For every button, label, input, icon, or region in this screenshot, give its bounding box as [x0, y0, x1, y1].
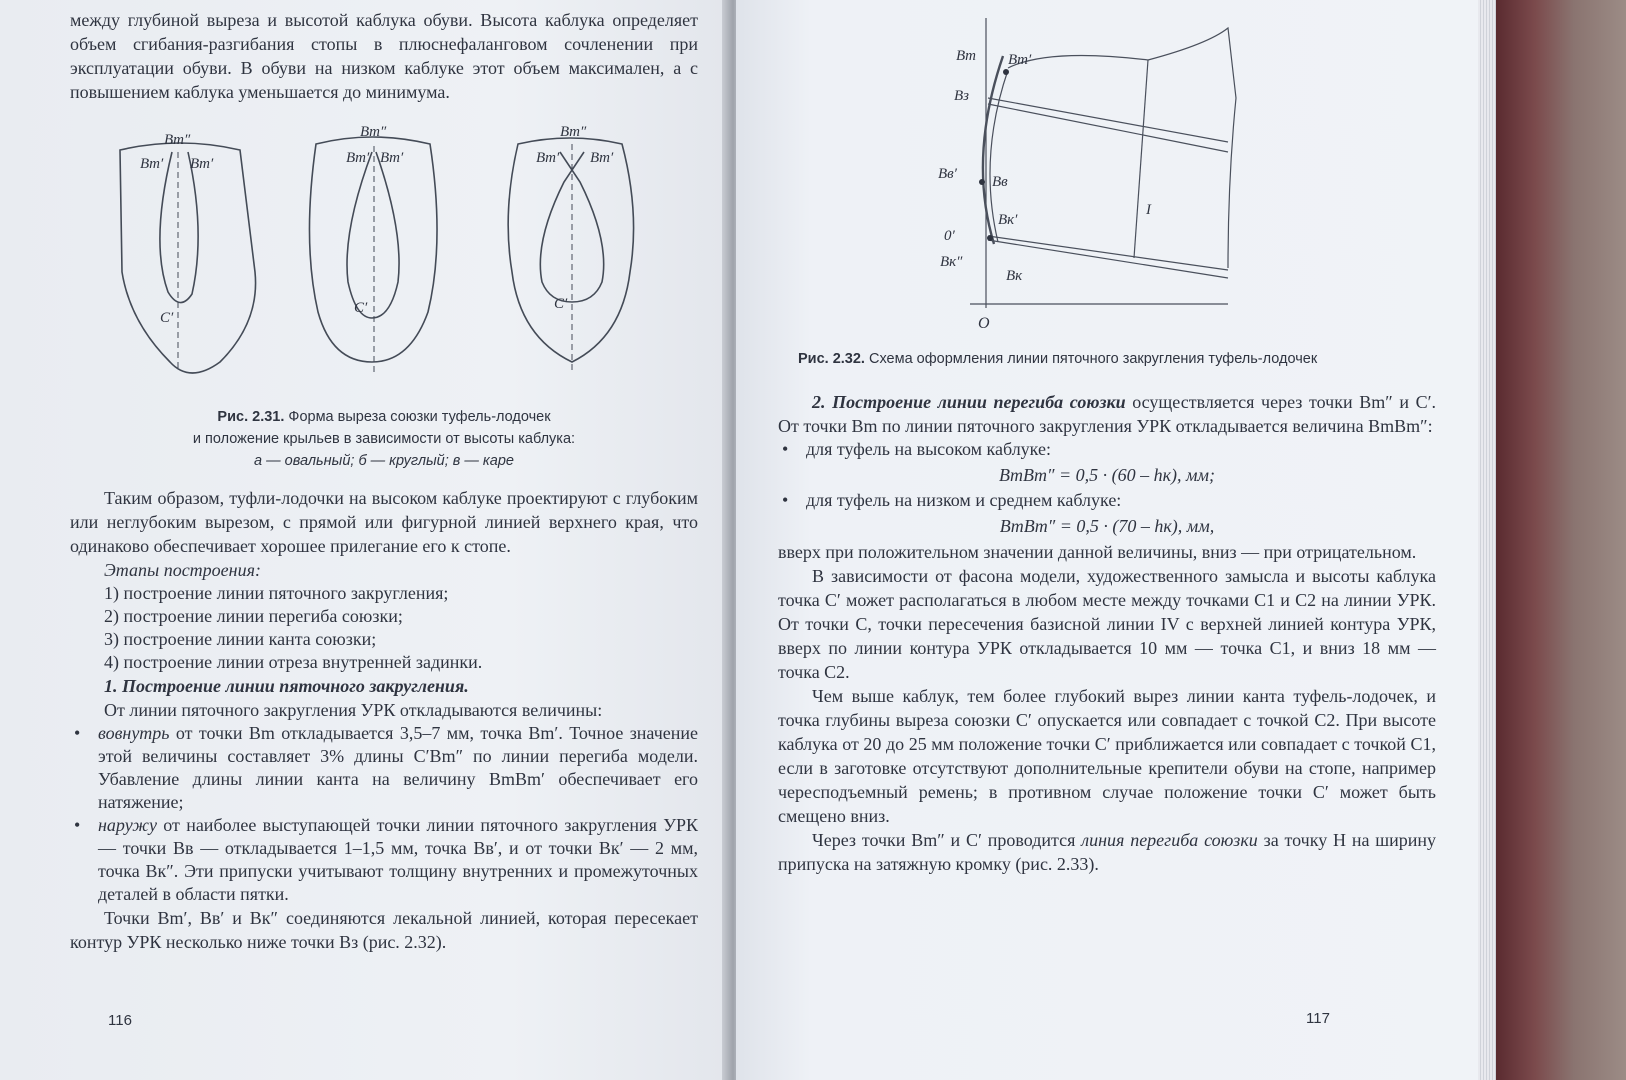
label-bk-prime: Bк′ — [998, 212, 1018, 228]
figure-2-31-caption — [70, 406, 698, 472]
section2-heading: 2. Построение линии перегиба союзки — [812, 392, 1126, 412]
fig-c-top-label: Bm″ — [560, 124, 587, 140]
final-paragraph-a: Через точки Bm″ и C′ проводится — [812, 830, 1076, 850]
after-formula-paragraph: вверх при положительном значении данной величины, вниз — при отрицательном. — [778, 542, 1417, 562]
bullet-outward-lead: наружу — [98, 815, 157, 835]
fig-c-right-label: Bm′ — [590, 150, 614, 166]
bullet-low-heel: • для туфель на низком и среднем каблуке: — [778, 489, 1436, 512]
bullet-outward-text: от наиболее выступающей точки линии пяточного закругления УРК — точки Bв — откладывается 1–1,5 мм, точка Bв′, и от точки Bк′ — 2 мм, точка Bк″. Эти припуски учитывают толщину внутренних и промежуточных деталей в области пятки. — [98, 815, 699, 904]
page-number-left: 116 — [108, 1012, 132, 1029]
bullet-inward — [70, 722, 698, 814]
label-bv: Bв — [992, 174, 1008, 190]
fig-b-right-label: Bm′ — [380, 150, 404, 166]
figure-c-kare — [508, 138, 633, 372]
formula-high-heel: BmBm″ = 0,5 · (60 – hк), мм; — [998, 465, 1215, 485]
closing-paragraph: Точки Bm′, Bв′ и Bк″ соединяются лекальной линией, которая пересекает контур УРК несколько ниже точки Bз (рис. 2.32). — [70, 908, 698, 952]
label-o: O — [978, 315, 990, 332]
fig-b-left-label: Bm′ — [346, 150, 370, 166]
label-bz: Bз — [954, 88, 970, 104]
right-page — [736, 0, 1496, 1080]
figure-2-31 — [110, 122, 710, 392]
label-bm: Bm — [956, 48, 976, 64]
bullet-inward-lead: вовнутрь — [98, 723, 170, 743]
bullet-outward — [70, 814, 698, 906]
stage-item: 1) построение линии пяточного закругления; — [104, 583, 449, 603]
final-paragraph-italic: линия перегиба союзки — [1081, 830, 1258, 850]
caption-line2: и положение крыльев в зависимости от высоты каблука: — [192, 431, 576, 447]
caption-line1: Форма выреза союзки туфель-лодочек — [288, 409, 551, 425]
position-paragraph: В зависимости от фасона модели, художественного замысла и высоты каблука точка C′ может располагаться в любом месте между точками C1 и C2 на линии УРК. От точки C, точки пересечения базисной линии IV с верхней линией контура УРК, вверх по линии контура УРК откладывается 10 мм — точка C1, и вниз 18 мм — точка C2. — [778, 566, 1436, 682]
fig-a-top-label: Bm″ — [164, 132, 191, 148]
stage-item: 3) построение линии канта союзки; — [104, 629, 377, 649]
point-bk-dprime — [987, 235, 993, 241]
section2-paragraph — [778, 390, 1436, 438]
conclusion-paragraph: Таким образом, туфли-лодочки на высоком каблуке проектируют с глубоким или неглубоким вырезом, с прямой или фигурной линией верхнего края, что одинаково обеспечивает хорошее прилегание его к стопе. — [70, 488, 698, 556]
bullet-inward-text: от точки Bm откладывается 3,5–7 мм, точка Bm′. Точное значение этой величины составляет 3% длины C′Bm″ по линии перегиба модели. Убавление длины линии канта на величину BmBm′ обеспечивает его натяжение; — [98, 723, 698, 812]
label-o-prime: 0′ — [944, 228, 955, 244]
fig-c-left-label: Bm′ — [536, 150, 560, 166]
fig-a-left-label: Bm′ — [140, 156, 164, 172]
caption-text-right: Схема оформления линии пяточного закругления туфель-лодочек — [869, 351, 1318, 367]
figure-2-32 — [898, 8, 1358, 338]
label-bk: Bк — [1006, 268, 1023, 284]
fig-a-bottom-label: C′ — [160, 310, 174, 326]
formula-low-heel: BmBm″ = 0,5 · (70 – hк), мм, — [999, 516, 1215, 536]
figure-b-round — [309, 137, 437, 372]
label-roman-one: I — [1146, 202, 1151, 218]
fig-b-bottom-label: C′ — [354, 300, 368, 316]
label-bv-prime: Bв′ — [938, 166, 957, 182]
book-cover — [1496, 0, 1626, 1080]
point-bm-prime — [1003, 69, 1009, 75]
section1-intro: От линии пяточного закругления УРК откладываются величины: — [104, 700, 603, 720]
left-page — [0, 0, 728, 1080]
section1-heading: 1. Построение линии пяточного закругления. — [104, 676, 469, 696]
label-bm-prime: Bm′ — [1008, 52, 1032, 68]
caption-number-right: Рис. 2.32. — [798, 351, 865, 367]
label-bk-dprime: Bк″ — [940, 254, 963, 270]
caption-number: Рис. 2.31. — [217, 409, 285, 425]
stage-item: 4) построение линии отреза внутренней задинки. — [104, 652, 483, 672]
final-paragraph-b: за точку H на ширину припуска на затяжную кромку (рис. 2.33). — [778, 830, 1437, 874]
fig-c-bottom-label: C′ — [554, 296, 568, 312]
figure-2-32-caption — [798, 348, 1436, 370]
stage-item: 2) построение линии перегиба союзки; — [104, 606, 403, 626]
bullet-high-heel: • для туфель на высоком каблуке: — [778, 438, 1436, 461]
final-paragraph — [778, 828, 1436, 876]
point-bv-prime — [979, 179, 985, 185]
caption-line3: а — овальный; б — круглый; в — каре — [254, 453, 514, 469]
heel-paragraph: Чем выше каблук, тем более глубокий вырез линии канта туфель-лодочек, и точка глубины выреза союзки C′ опускается или совпадает с точкой C2. При высоте каблука от 20 до 25 мм положение точки C′ приближается или совпадает с точкой C1, если в заготовке отсутствуют дополнительные крепители обуви на стопе, например чересподъемный ремень; в противном случае положение точки C′ может быть смещено вниз. — [778, 686, 1436, 826]
figure-a-oval — [120, 143, 256, 373]
stages-heading: Этапы построения: — [104, 560, 261, 580]
fig-a-right-label: Bm′ — [190, 156, 214, 172]
page-number-right: 117 — [1306, 1010, 1330, 1027]
intro-paragraph: между глубиной выреза и высотой каблука обуви. Высота каблука определяет объем сгибания-разгибания стопы в плюснефаланговом сочленении при эксплуатации обуви. В обуви на низком каблуке этот объем максимален, а с повышением каблука уменьшается до минимума. — [70, 10, 698, 102]
fig-b-top-label: Bm″ — [360, 124, 387, 140]
section2-text: осуществляется через точки Bm″ и C′. От точки Bm по линии пяточного закругления УРК откладывается величина BmBm″: — [778, 392, 1437, 436]
stages-list — [70, 582, 698, 674]
